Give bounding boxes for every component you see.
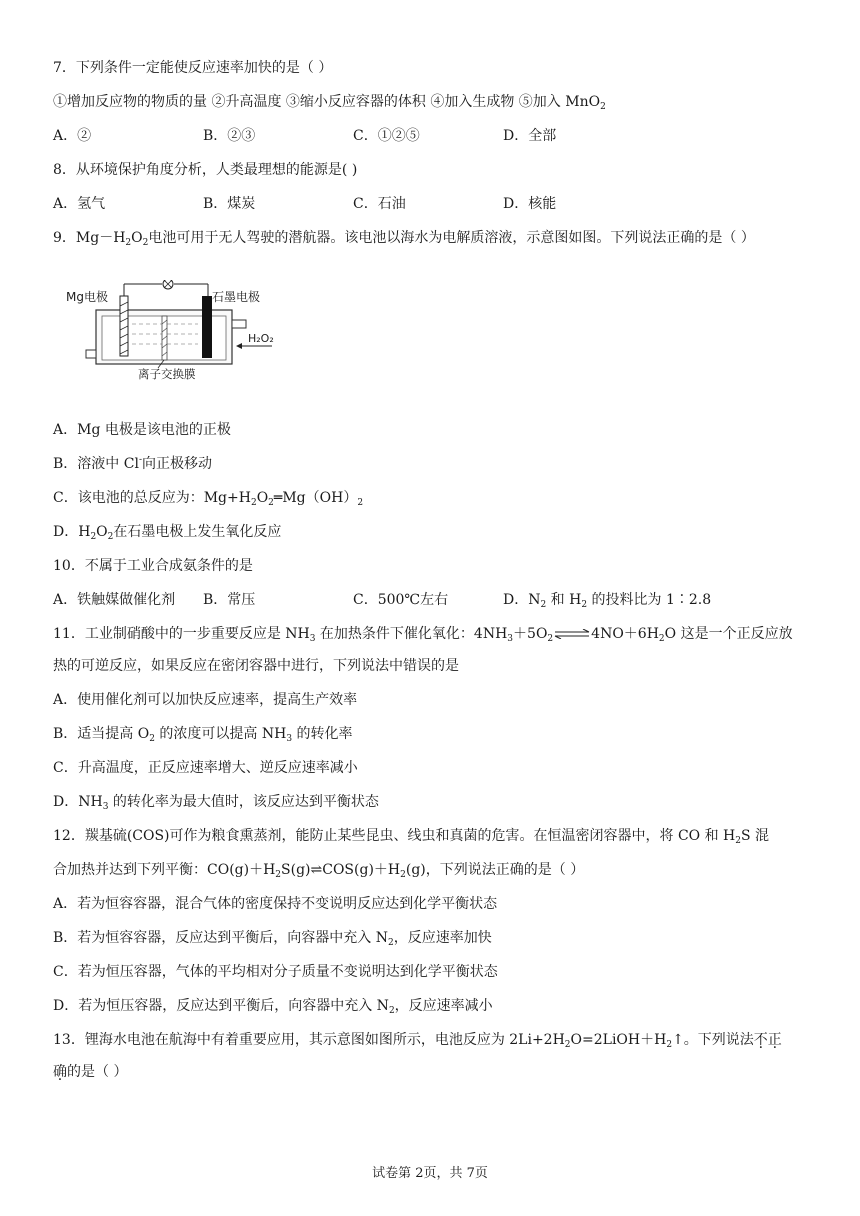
membrane-label: 离子交换膜: [138, 367, 196, 380]
q7-stem: 7．下列条件一定能使反应速率加快的是（ ）: [53, 60, 333, 76]
emphasis-char: 确: [53, 1064, 67, 1080]
graphite-electrode-label: 石墨电极: [212, 290, 261, 304]
q10-option-d: D．$N_2$ 和 $H_2$ 的投料比为 1∶2.8: [503, 592, 712, 610]
q8-option-b: B．煤炭: [203, 196, 256, 212]
q8-option-d: D．核能: [503, 196, 557, 212]
q8-option-a: A．氢气: [53, 196, 106, 212]
q10-option-a: A．铁触媒做催化剂: [53, 592, 176, 608]
q8-stem: 8．从环境保护角度分析，人类最理想的能源是( ): [53, 162, 358, 178]
q12-stem-line1: 12．羰基硫(COS)可作为粮食熏蒸剂，能防止某些昆虫、线虫和真菌的危害。在恒温密闭容器中，将 CO 和 $H_2S$ 混: [53, 828, 770, 846]
q11-option-b: B．适当提高 $O_2$ 的浓度可以提高 $NH_3$ 的转化率: [53, 726, 353, 744]
q9-stem: 9．$Mg-H_2O_2$电池可用于无人驾驶的潜航器。该电池以海水为电解质溶液，示意图如图。下列说法正确的是（ ）: [53, 230, 755, 248]
mg-electrode-label: Mg电极: [66, 290, 108, 304]
q12-option-b: B．若为恒容容器，反应达到平衡后，向容器中充入 $N_2$，反应速率加快: [53, 930, 492, 948]
emphasis-char: 正: [767, 1032, 782, 1048]
q7-option-a: A．②: [53, 128, 92, 144]
q8-option-c: C．石油: [353, 196, 406, 212]
q9-option-b: B．溶液中 Cl-向正极移动: [53, 455, 212, 472]
q11-stem-line2: 热的可逆反应，如果反应在密闭容器中进行，下列说法中错误的是: [53, 658, 459, 674]
q9-option-a: A．Mg 电极是该电池的正极: [53, 422, 231, 438]
emphasis-char: 不: [753, 1032, 768, 1048]
q7-option-d: D．全部: [503, 128, 557, 144]
reversible-arrow-icon: [553, 629, 591, 639]
q11-option-d: D．$NH_3$ 的转化率为最大值时，该反应达到平衡状态: [53, 794, 379, 812]
q13-stem-line1: 13．锂海水电池在航海中有着重要应用，其示意图如图所示，电池反应为 $2Li+2H_2O=2LiOH+H_2↑$。下列说法不正: [53, 1032, 782, 1050]
q12-stem-line2: 合加热并达到下列平衡：$CO(g)+H_2S(g)\rightleftharpoons COS(g)+H_2(g)$，下列说法正确的是（ ）: [53, 862, 585, 880]
mg-h2o2-battery-diagram: [62, 280, 292, 380]
q11-option-a: A．使用催化剂可以加快反应速率，提高生产效率: [53, 692, 358, 708]
q11-option-c: C．升高温度，正反应速率增大、逆反应速率减小: [53, 760, 358, 776]
q12-option-c: C．若为恒压容器，气体的平均相对分子质量不变说明达到化学平衡状态: [53, 964, 498, 980]
q13-stem-line2: 确的是（ ）: [53, 1064, 128, 1080]
q10-option-b: B．常压: [203, 592, 256, 608]
q11-stem-line1: 11．工业制硝酸中的一步重要反应是 $NH_3$ 在加热条件下催化氧化：$4NH_3+5O_2$ $4NO+6H_2O$ 这是一个正反应放: [53, 626, 793, 644]
q9-option-c: C．该电池的总反应为：$Mg+H_2O_2═Mg(OH)_2$: [53, 490, 364, 508]
q12-option-a: A．若为恒容容器，混合气体的密度保持不变说明反应达到化学平衡状态: [53, 896, 498, 912]
q10-stem: 10．不属于工业合成氨条件的是: [53, 558, 253, 574]
q7-conditions: ①增加反应物的物质的量 ②升高温度 ③缩小反应容器的体积 ④加入生成物 ⑤加入 MnO$_2$: [53, 94, 606, 112]
q9-option-d: D．$H_2O_2$在石墨电极上发生氧化反应: [53, 524, 282, 542]
q12-option-d: D．若为恒压容器，反应达到平衡后，向容器中充入 $N_2$，反应速率减小: [53, 998, 493, 1016]
q7-option-c: C．①②⑤: [353, 128, 420, 144]
h2o2-inlet-label: H₂O₂: [248, 332, 274, 345]
q10-option-c: C．500℃左右: [353, 592, 449, 608]
page-footer: 试卷第 2页，共 7页: [372, 1166, 488, 1181]
q7-option-b: B．②③: [203, 128, 256, 144]
